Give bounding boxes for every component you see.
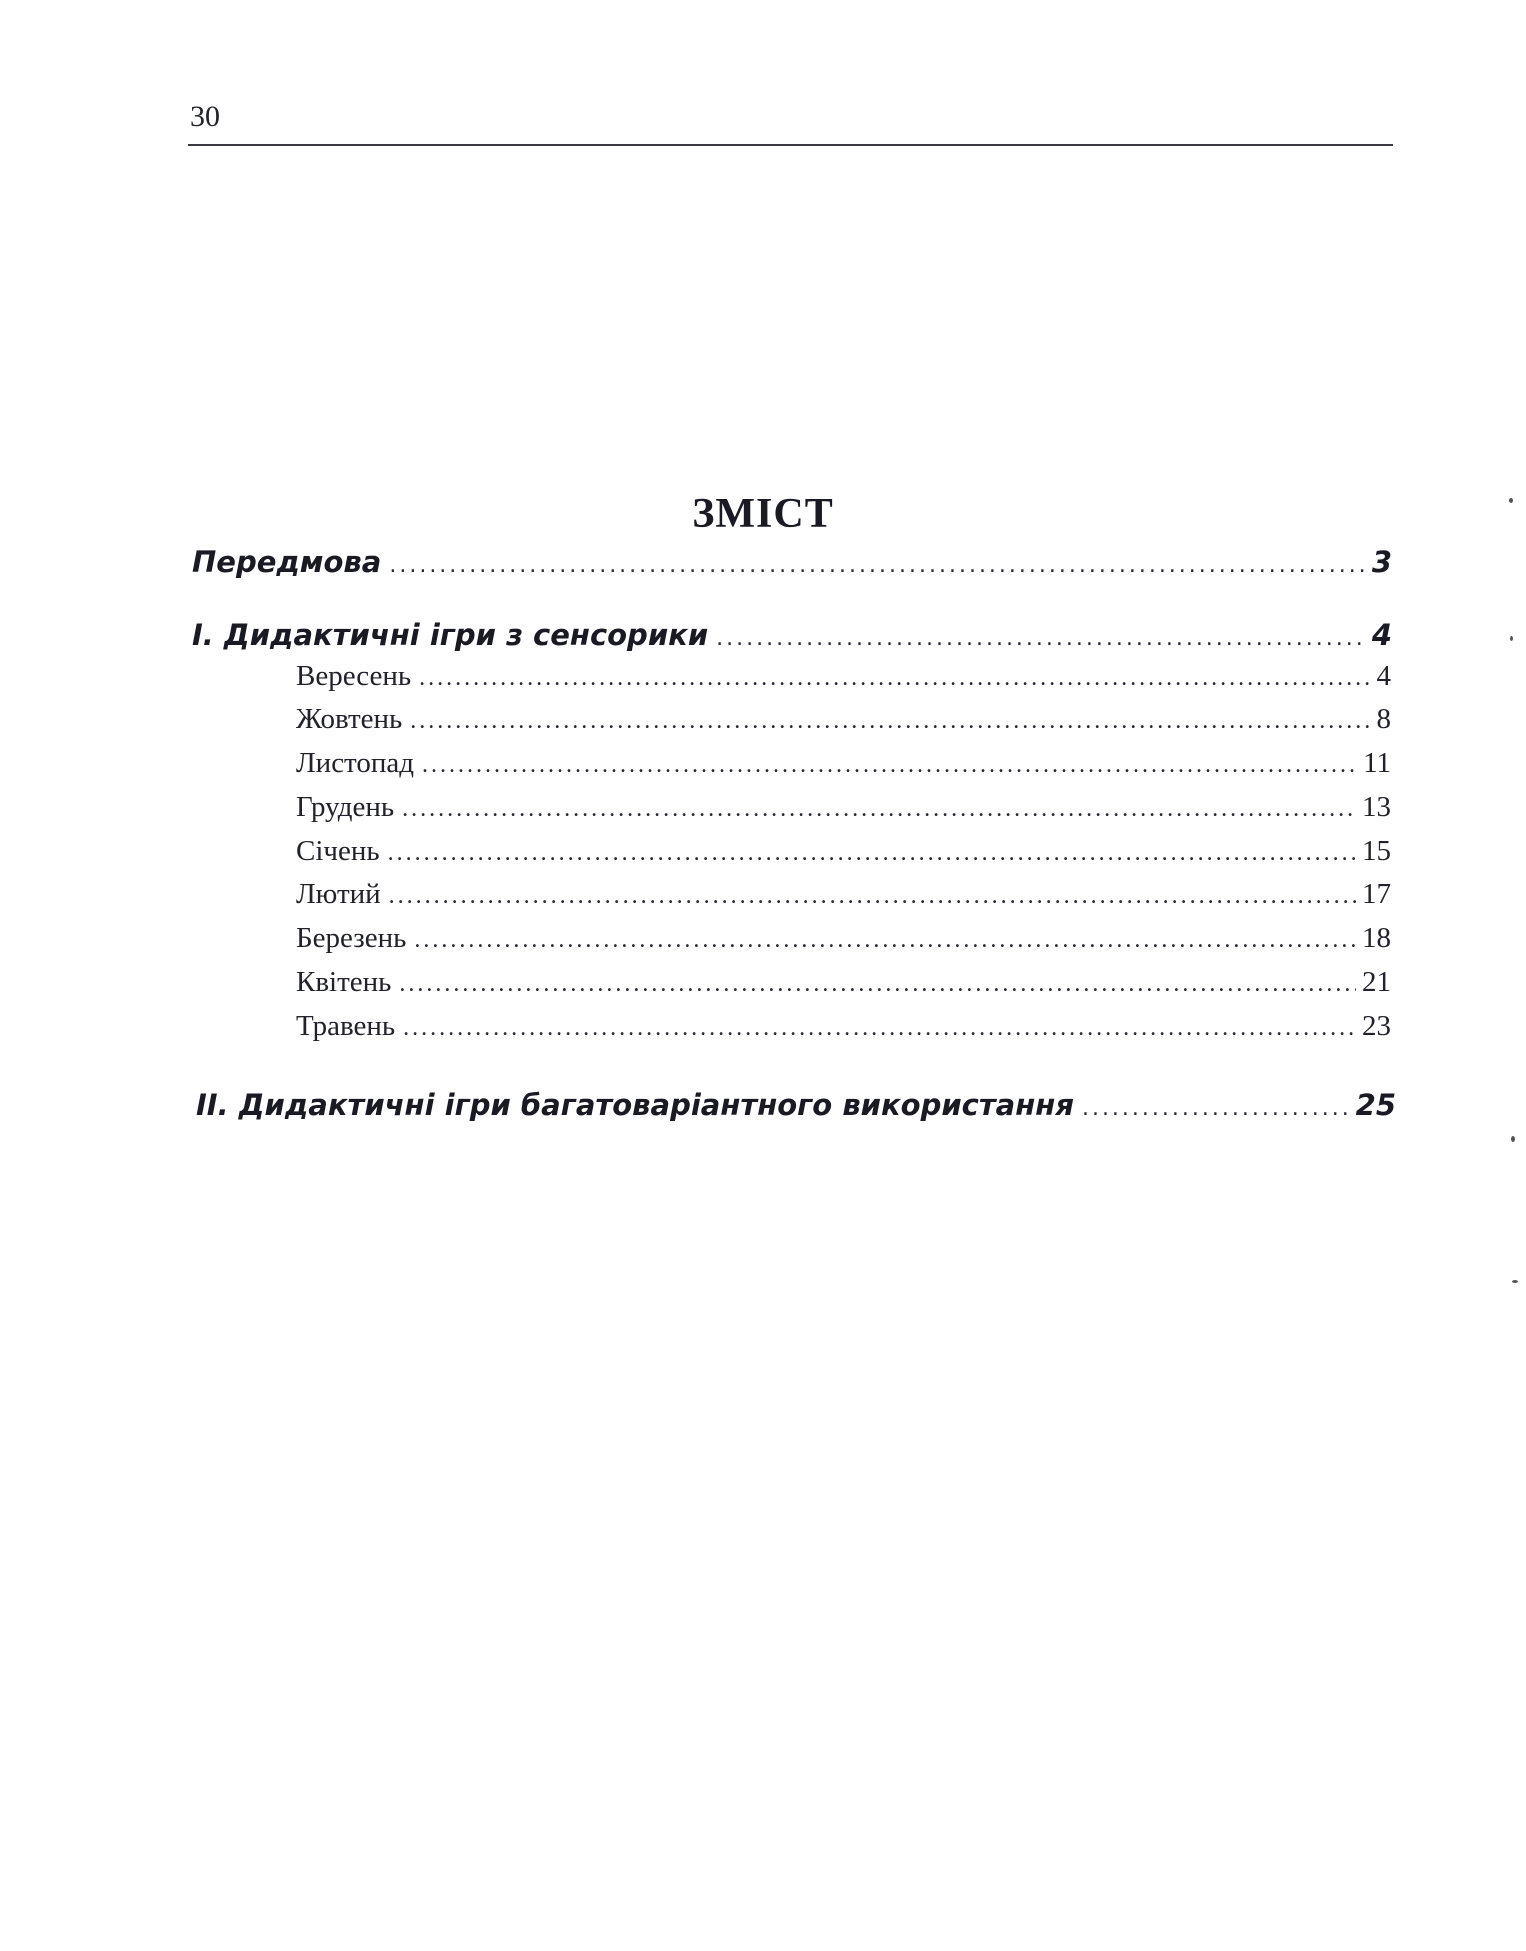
toc-subentry-label: Квітень — [296, 966, 392, 998]
toc-subentry-gruden[interactable] — [296, 791, 1391, 824]
dot-leader — [389, 553, 1365, 578]
toc-subentry-page: 23 — [1362, 1010, 1391, 1042]
scan-speck — [1509, 498, 1513, 503]
dot-leader — [422, 752, 1357, 779]
dot-leader — [414, 927, 1356, 954]
toc-subentry-zhovten[interactable] — [296, 703, 1391, 736]
toc-subentry-traven[interactable] — [296, 1010, 1391, 1043]
toc-subentry-lystopad[interactable] — [296, 747, 1391, 780]
toc-entry-label: Передмова — [192, 545, 382, 579]
toc-subentry-page: 17 — [1362, 878, 1391, 910]
toc-subentry-page: 13 — [1362, 791, 1391, 823]
toc-subentry-label: Травень — [296, 1010, 396, 1042]
toc-subentry-sichen[interactable] — [296, 835, 1391, 868]
dot-leader — [403, 1015, 1356, 1042]
toc-subentry-page: 8 — [1376, 703, 1391, 735]
toc-subentry-page: 15 — [1362, 835, 1391, 867]
toc-subentry-label: Вересень — [296, 660, 412, 692]
toc-entry-section-1[interactable] — [192, 618, 1392, 652]
header-rule — [188, 144, 1393, 146]
dot-leader — [399, 971, 1356, 998]
toc-title: ЗМІСТ — [692, 491, 834, 537]
page-number: 30 — [190, 100, 220, 133]
toc-subentry-veresen[interactable] — [296, 660, 1391, 693]
toc-entry-label: II. Дидактичні ігри багатоваріантного використання — [196, 1088, 1074, 1122]
toc-entry-label: I. Дидактичні ігри з сенсорики — [192, 618, 709, 652]
scan-speck — [1512, 1280, 1518, 1283]
toc-subentry-page: 21 — [1362, 966, 1391, 998]
toc-subentry-lyutyi[interactable] — [296, 878, 1391, 911]
toc-subentry-page: 11 — [1363, 747, 1391, 779]
toc-entry-page: 3 — [1371, 545, 1392, 579]
toc-subentry-label: Жовтень — [296, 703, 403, 735]
dot-leader — [1082, 1096, 1350, 1121]
toc-subentry-label: Лютий — [296, 878, 381, 910]
toc-entry-page: 4 — [1371, 618, 1392, 652]
toc-entry-section-2[interactable] — [196, 1088, 1396, 1122]
scan-speck — [1510, 636, 1513, 641]
toc-subentry-berezen[interactable] — [296, 922, 1391, 955]
toc-subentry-label: Листопад — [296, 747, 414, 779]
dot-leader — [410, 708, 1370, 735]
toc-subentry-kviten[interactable] — [296, 966, 1391, 999]
dot-leader — [716, 626, 1366, 651]
toc-subentry-label: Березень — [296, 922, 407, 954]
toc-entry-page: 25 — [1355, 1088, 1396, 1122]
toc-subentry-label: Грудень — [296, 791, 395, 823]
dot-leader — [419, 665, 1370, 692]
dot-leader — [388, 840, 1356, 867]
toc-entry-foreword[interactable] — [192, 545, 1392, 579]
toc-subentry-label: Січень — [296, 835, 380, 867]
dot-leader — [389, 883, 1356, 910]
scan-speck — [1511, 1136, 1515, 1142]
dot-leader — [402, 796, 1356, 823]
toc-subentry-page: 4 — [1376, 660, 1391, 692]
toc-subentry-page: 18 — [1362, 922, 1391, 954]
